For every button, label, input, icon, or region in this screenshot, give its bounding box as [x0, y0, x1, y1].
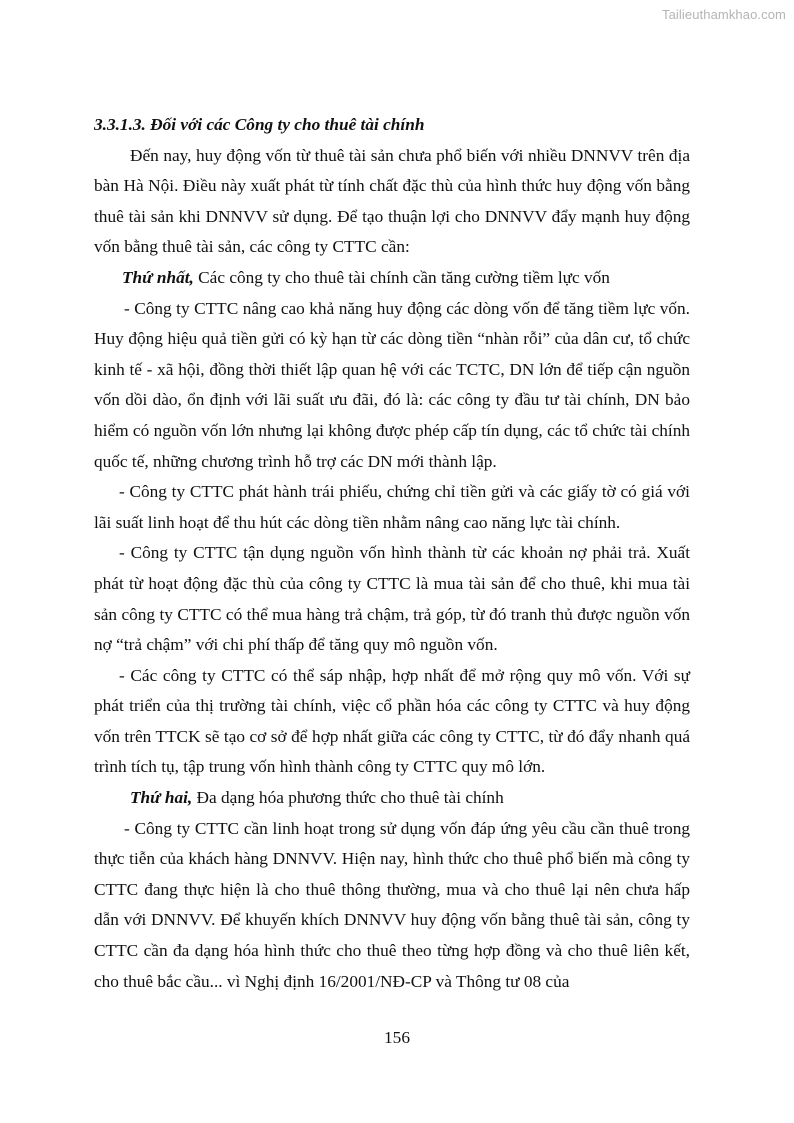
paragraph-first-bullet-3: - Công ty CTTC tận dụng nguồn vốn hình thành từ các khoản nợ phải trả. Xuất phát từ hoạt động đặc thù của công ty CTTC là mua tài sản để cho thuê, khi mua tài sản công ty CTTC có thể mua hàng trả chậm, trả góp, từ đó tranh thủ được nguồn vốn nợ “trả chậm” với chi phí thấp để tăng quy mô nguồn vốn.: [94, 543, 690, 655]
paragraph-first-bullet-4: - Các công ty CTTC có thể sáp nhập, hợp nhất để mở rộng quy mô vốn. Với sự phát triển của thị trường tài chính, việc cổ phần hóa các công ty CTTC và huy động vốn trên TTCK sẽ tạo cơ sở để hợp nhất giữa các công ty CTTC, từ đó đẩy nhanh quá trình tích tụ, tập trung vốn hình thành công ty CTTC quy mô lớn.: [94, 665, 690, 777]
section-heading: 3.3.1.3. Đối với các Công ty cho thuê tài chính: [94, 115, 425, 134]
second-heading-text: Đa dạng hóa phương thức cho thuê tài chính: [192, 788, 504, 808]
first-label: Thứ nhất,: [122, 267, 194, 287]
paragraph-intro: Đến nay, huy động vốn từ thuê tài sản chưa phổ biến với nhiều DNNVV trên địa bàn Hà Nội. Điều này xuất phát từ tính chất đặc thù của hình thức huy động vốn bằng thuê tài sản khi DNNVV sử dụng. Để tạo thuận lợi cho DNNVV đẩy mạnh huy động vốn bằng thuê tài sản, các công ty CTTC cần:: [94, 145, 690, 257]
paragraph-first-bullet-2: - Công ty CTTC phát hành trái phiếu, chứng chỉ tiền gửi và các giấy tờ có giá với lãi suất linh hoạt để thu hút các dòng tiền nhằm nâng cao năng lực tài chính.: [94, 482, 690, 532]
paragraph-first-heading: [94, 263, 690, 294]
second-label: Thứ hai,: [130, 788, 193, 808]
document-body: [94, 110, 690, 997]
paragraph-second-bullet-1: - Công ty CTTC cần linh hoạt trong sử dụng vốn đáp ứng yêu cầu cần thuê trong thực tiễn của khách hàng DNNVV. Hiện nay, hình thức cho thuê phổ biến mà công ty CTTC đang thực hiện là cho thuê thông thường, mua và cho thuê lại nên chưa hấp dẫn với DNNVV. Để khuyến khích DNNVV huy động vốn bằng thuê tài sản, công ty CTTC cần đa dạng hóa hình thức cho thuê theo từng hợp đồng và cho thuê liên kết, cho thuê bắc cầu... vì Nghị định 16/2001/NĐ-CP và Thông tư 08 của: [94, 818, 690, 991]
paragraph-first-bullet-1: - Công ty CTTC nâng cao khả năng huy động các dòng vốn để tăng tiềm lực vốn. Huy động hiệu quả tiền gửi có kỳ hạn từ các dòng tiền “nhàn rỗi” của dân cư, tổ chức kinh tế - xã hội, đồng thời thiết lập quan hệ với các TCTC, DN lớn để tiếp cận nguồn vốn dồi dào, ổn định với lãi suất ưu đãi, đó là: các công ty đầu tư tài chính, DN bảo hiểm có nguồn vốn lớn nhưng lại không được phép cấp tín dụng, các tổ chức tài chính quốc tế, những chương trình hỗ trợ các DN mới thành lập.: [94, 298, 690, 471]
watermark: Tailieuthamkhao.com: [661, 7, 786, 22]
paragraph-second-heading: [94, 783, 690, 814]
page-number: 156: [384, 1028, 410, 1047]
first-heading-text: Các công ty cho thuê tài chính cần tăng cường tiềm lực vốn: [193, 267, 610, 287]
